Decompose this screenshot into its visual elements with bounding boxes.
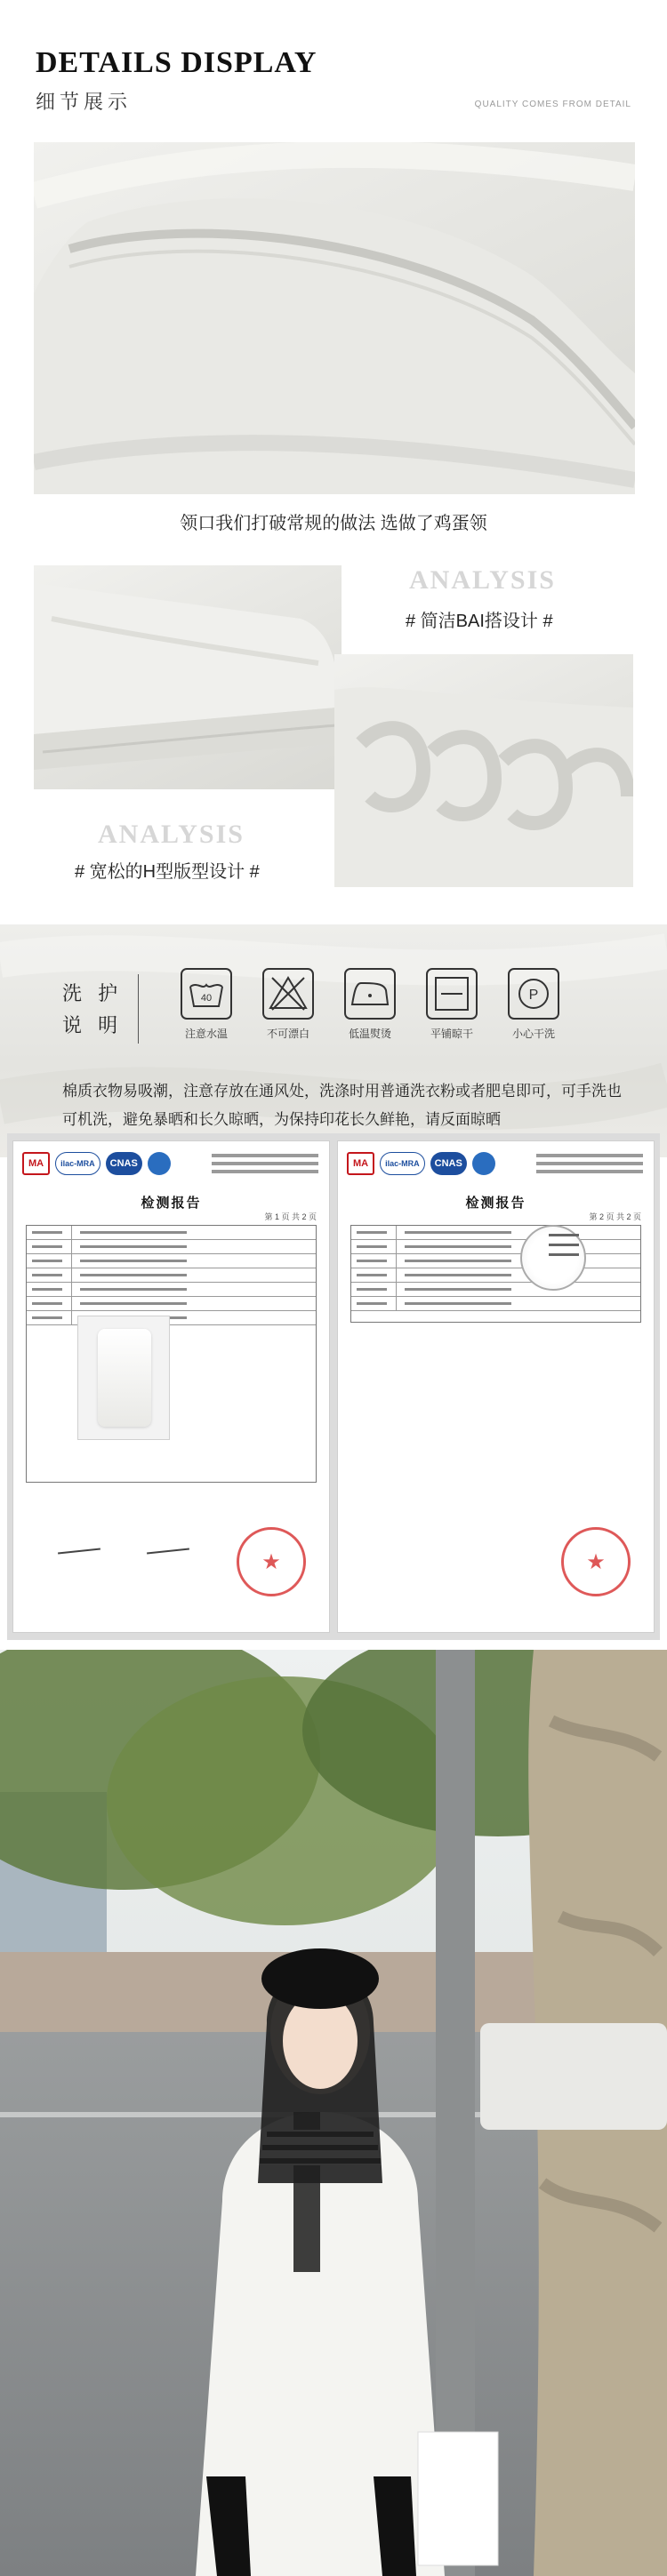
ilac-logo: ilac-MRA <box>380 1152 425 1175</box>
report-meta <box>212 1154 318 1178</box>
wash-temp: 40 <box>200 993 213 1004</box>
care-item-dry <box>420 967 484 1041</box>
report-title: 检测报告 <box>141 1196 202 1211</box>
care-item-dryclean <box>502 967 566 1041</box>
details-header <box>36 46 631 117</box>
cnas-logo: CNAS <box>106 1152 142 1175</box>
care-description: 棉质衣物易吸潮，注意存放在通风处，洗涤时用普通洗衣粉或者肥皂即可，可手洗也可机洗，避免暴晒和长久晾晒，为保持印花长久鲜艳，请反面晾晒 <box>62 1083 622 1128</box>
care-label-line1: 洗 护 <box>62 982 124 1004</box>
care-icon-row <box>174 967 566 1041</box>
cma-logo: MA <box>22 1152 50 1175</box>
hem-photo <box>334 654 633 887</box>
care-item-bleach <box>256 967 320 1041</box>
dry-clean-mark: P <box>528 988 539 1003</box>
analysis-title-2: ANALYSIS <box>98 820 245 849</box>
care-item-label: 不可漂白 <box>266 1028 309 1040</box>
car <box>480 2023 667 2130</box>
neckline-caption: 领口我们打破常规的做法 选做了鸡蛋领 <box>180 514 487 533</box>
report-title: 检测报告 <box>465 1196 526 1211</box>
sleeve-photo <box>34 565 342 789</box>
test-report-page-1 <box>12 1140 330 1633</box>
care-item-iron <box>338 967 402 1041</box>
sample-photo <box>77 1316 170 1440</box>
section-tagline: QUALITY COMES FROM DETAIL <box>474 100 631 109</box>
section-subtitle: 细节展示 <box>36 91 133 113</box>
cma-logo: MA <box>347 1152 374 1175</box>
no-bleach-icon <box>261 967 315 1020</box>
care-instructions <box>0 924 667 1157</box>
seal-icon <box>472 1152 495 1175</box>
neckline-photo <box>34 142 635 494</box>
wash-40-icon <box>180 967 233 1020</box>
care-item-label: 平铺晾干 <box>430 1028 473 1040</box>
test-reports <box>7 1133 660 1640</box>
cert-logos <box>22 1152 171 1175</box>
low-iron-icon <box>343 967 397 1020</box>
care-label <box>62 978 123 1042</box>
care-label-line2: 说 明 <box>62 1014 124 1036</box>
care-item-label: 低温熨烫 <box>348 1028 391 1040</box>
report-meta <box>536 1154 643 1178</box>
signature <box>147 1548 189 1554</box>
care-item-label: 注意水温 <box>184 1028 228 1040</box>
test-report-page-2 <box>337 1140 655 1633</box>
analysis-subtitle: # 简洁BAI搭设计 # <box>406 612 553 631</box>
report-page-number: 第 1 页 共 2 页 <box>264 1212 317 1221</box>
report-page-number: 第 2 页 共 2 页 <box>589 1212 641 1221</box>
report-table <box>26 1225 317 1483</box>
official-stamp <box>561 1527 631 1596</box>
dry-clean-icon <box>507 967 560 1020</box>
cert-logos <box>347 1152 495 1175</box>
model-photo <box>0 1650 667 2576</box>
official-stamp <box>237 1527 306 1596</box>
flat-dry-icon <box>425 967 478 1020</box>
analysis-subtitle-2: # 宽松的H型版型设计 # <box>75 862 260 882</box>
signature <box>58 1548 100 1554</box>
tote-bag <box>418 2432 498 2565</box>
seal-icon <box>148 1152 171 1175</box>
care-divider <box>138 974 139 1044</box>
report-table <box>350 1225 641 1323</box>
ilac-logo: ilac-MRA <box>55 1152 100 1175</box>
care-item-label: 小心干洗 <box>511 1028 555 1040</box>
section-title: DETAILS DISPLAY <box>36 46 317 79</box>
analysis-title: ANALYSIS <box>409 565 556 595</box>
cnas-logo: CNAS <box>430 1152 467 1175</box>
care-item-wash <box>174 967 238 1041</box>
magnifier-lens <box>520 1225 586 1291</box>
